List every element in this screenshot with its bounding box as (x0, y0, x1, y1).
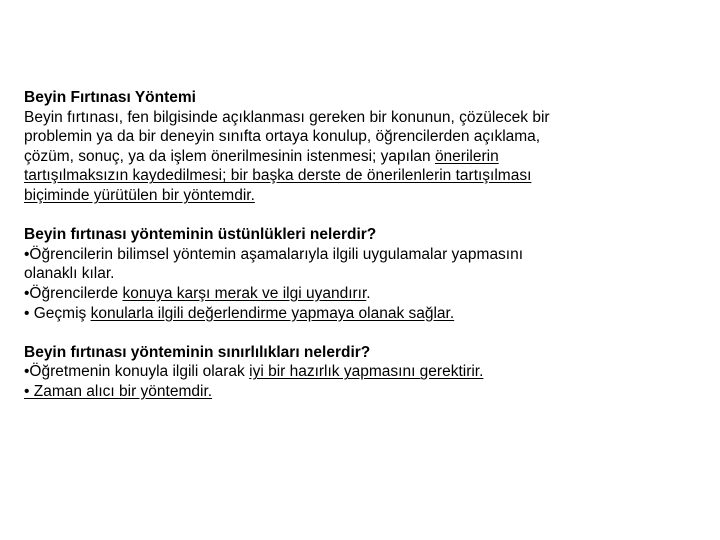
limitations-section (24, 343, 704, 402)
slide-content (24, 88, 704, 421)
text-span: •Öğrencilerde (24, 284, 123, 302)
advantages-line-4 (24, 304, 704, 324)
limitations-line-1 (24, 362, 704, 382)
intro-line-2 (24, 127, 704, 147)
advantages-line-2 (24, 264, 704, 284)
intro-line-1 (24, 108, 704, 128)
advantages-heading: Beyin fırtınası yönteminin üstünlükleri nelerdir? (24, 226, 377, 244)
advantages-line-3 (24, 284, 704, 304)
underlined-text: biçiminde yürütülen bir yöntemdir. (24, 186, 255, 204)
underlined-text: • Zaman alıcı bir yöntemdir. (24, 382, 213, 400)
underlined-text: konularla ilgili değerlendirme yapmaya olanak sağlar. (90, 304, 455, 322)
underlined-text: önerilerin (434, 147, 499, 165)
text-span: •Öğrencilerin bilimsel yöntemin aşamalarıyla ilgili uygulamalar yapmasını (24, 245, 524, 263)
text-span: olanaklı kılar. (24, 265, 115, 283)
underlined-text: iyi bir hazırlık yapmasını gerektirir. (249, 363, 484, 381)
intro-line-3 (24, 147, 704, 167)
limitations-line-2 (24, 382, 704, 402)
text-span: •Öğretmenin konuyla ilgili olarak (24, 363, 250, 381)
underlined-text: konuya karşı merak ve ilgi uyandırır (122, 284, 367, 302)
text-span: • Geçmiş (24, 304, 91, 322)
text-span: . (366, 284, 371, 302)
text-span: problemin ya da bir deneyin sınıfta ortaya konulup, öğrencilerden açıklama, (24, 128, 541, 146)
intro-line-4 (24, 166, 704, 186)
advantages-section (24, 225, 704, 323)
text-span: çözüm, sonuç, ya da işlem önerilmesinin istenmesi; yapılan (24, 147, 435, 165)
intro-line-5 (24, 186, 704, 206)
limitations-heading: Beyin fırtınası yönteminin sınırlılıkları nelerdir? (24, 343, 371, 361)
underlined-text: tartışılmaksızın kaydedilmesi; bir başka derste de önerilenlerin tartışılması (24, 167, 532, 185)
intro-section (24, 88, 704, 206)
intro-heading: Beyin Fırtınası Yöntemi (24, 89, 196, 106)
advantages-line-1 (24, 245, 704, 265)
text-span: Beyin fırtınası, fen bilgisinde açıklanması gereken bir konunun, çözülecek bir (24, 108, 550, 126)
